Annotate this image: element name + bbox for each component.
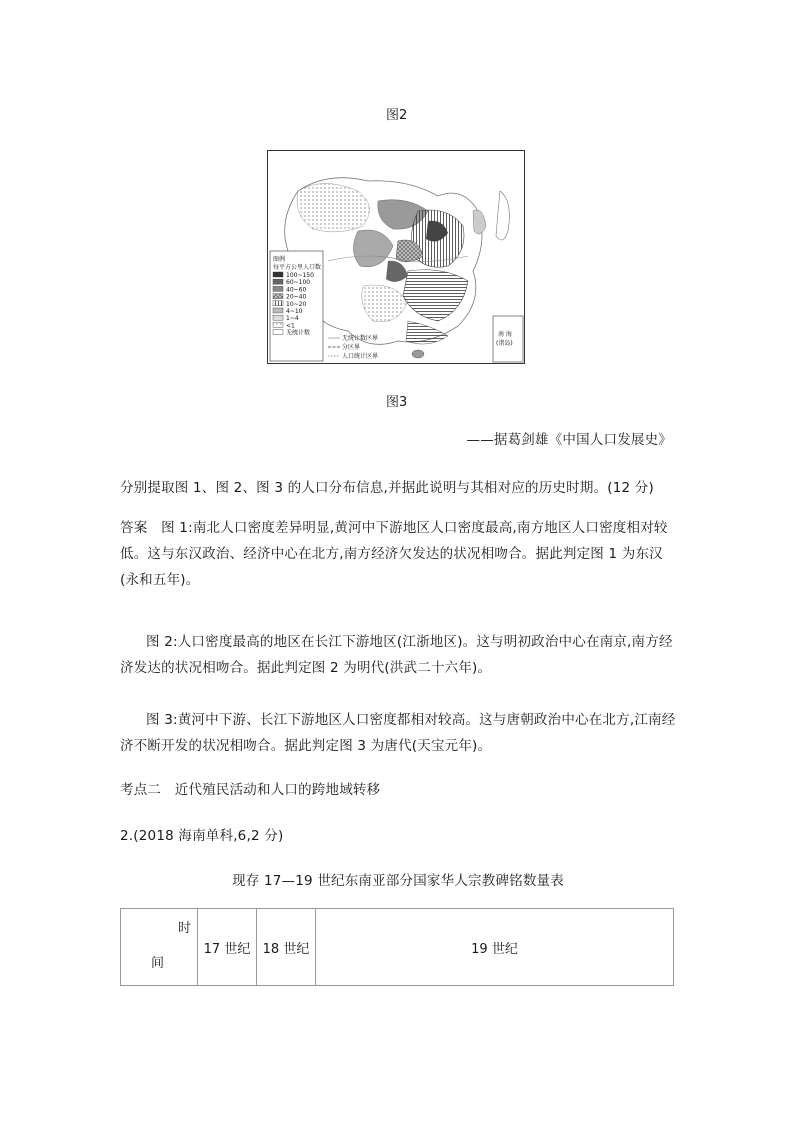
legend-swatch [273,286,283,291]
legend-swatch [273,330,283,335]
col-17th-century: 17 世纪 [198,909,257,986]
table-row [121,909,674,986]
legend-item-label: 20~40 [286,293,307,301]
legend-swatch [273,308,283,313]
line-legend-nostat: 无统计数区界 [342,335,379,342]
legend-item-label: 100~150 [286,272,314,279]
col-18th-century: 18 世纪 [257,909,316,986]
legend-swatch [273,272,283,277]
line-legend-stat: 人口统计区界 [342,353,379,360]
legend-swatch [273,322,283,327]
answer-paragraph-2: 图 2:人口密度最高的地区在长江下游地区(江浙地区)。这与明初政治中心在南京,南方经济发达的状况相吻合。据此判定图 2 为明代(洪武二十六年)。 [120,634,673,676]
inscription-count-table [120,908,674,986]
legend-item-label: 无统计数 [286,329,311,337]
legend-subtitle: 每平方公里人口数 [273,264,322,271]
legend-swatch [273,315,283,320]
inset-label-sea: 南 海 [498,331,512,338]
table-title: 现存 17—19 世纪东南亚部分国家华人宗教碑铭数量表 [232,873,564,889]
question2-source: 2.(2018 海南单科,6,2 分) [120,828,284,844]
col-19th-century: 19 世纪 [316,909,674,986]
line-legend [328,334,378,360]
source-citation: ——据葛剑雄《中国人口发展史》 [466,432,672,448]
legend-item-label: 40~60 [286,286,307,294]
header-time-top: 时 [177,921,191,936]
question-text: 分别提取图 1、图 2、图 3 的人口分布信息,并据此说明与其相对应的历史时期。(12 分) [120,480,654,496]
answer-paragraph-3: 图 3:黄河中下游、长江下游地区人口密度都相对较高。这与唐朝政治中心在北方,江南经济不断开发的状况相吻合。据此判定图 3 为唐代(天宝元年)。 [120,712,676,754]
map-graphic [268,151,524,363]
legend-item-label: 4~10 [286,308,303,315]
legend-item-label: 60~100 [286,279,311,287]
legend-item-label: 1~4 [286,315,299,323]
header-time-bottom: 间 [151,956,165,971]
section-heading: 考点二 近代殖民活动和人口的跨地域转移 [120,782,381,798]
population-density-map [267,150,525,364]
legend-item-label: 10~20 [286,300,307,308]
south-sea-inset [493,316,523,362]
figure3-caption: 图3 [386,395,408,410]
legend-swatch [273,294,283,299]
figure2-caption: 图2 [386,108,408,123]
line-legend-division: 分区界 [342,344,361,351]
legend-swatch [273,301,283,306]
legend-item-label: <1 [286,322,295,330]
legend-swatch [273,279,283,284]
answer-paragraph-1: 答案 图 1:南北人口密度差异明显,黄河中下游地区人口密度最高,南方地区人口密度相对较低。这与东汉政治、经济中心在北方,南方经济欠发达的状况相吻合。据此判定图 1 为东汉(永和五年)。 [120,520,668,588]
inset-label-islands: (诸岛) [496,340,513,347]
header-cell-time [121,909,198,986]
legend-title: 图例 [273,256,286,263]
